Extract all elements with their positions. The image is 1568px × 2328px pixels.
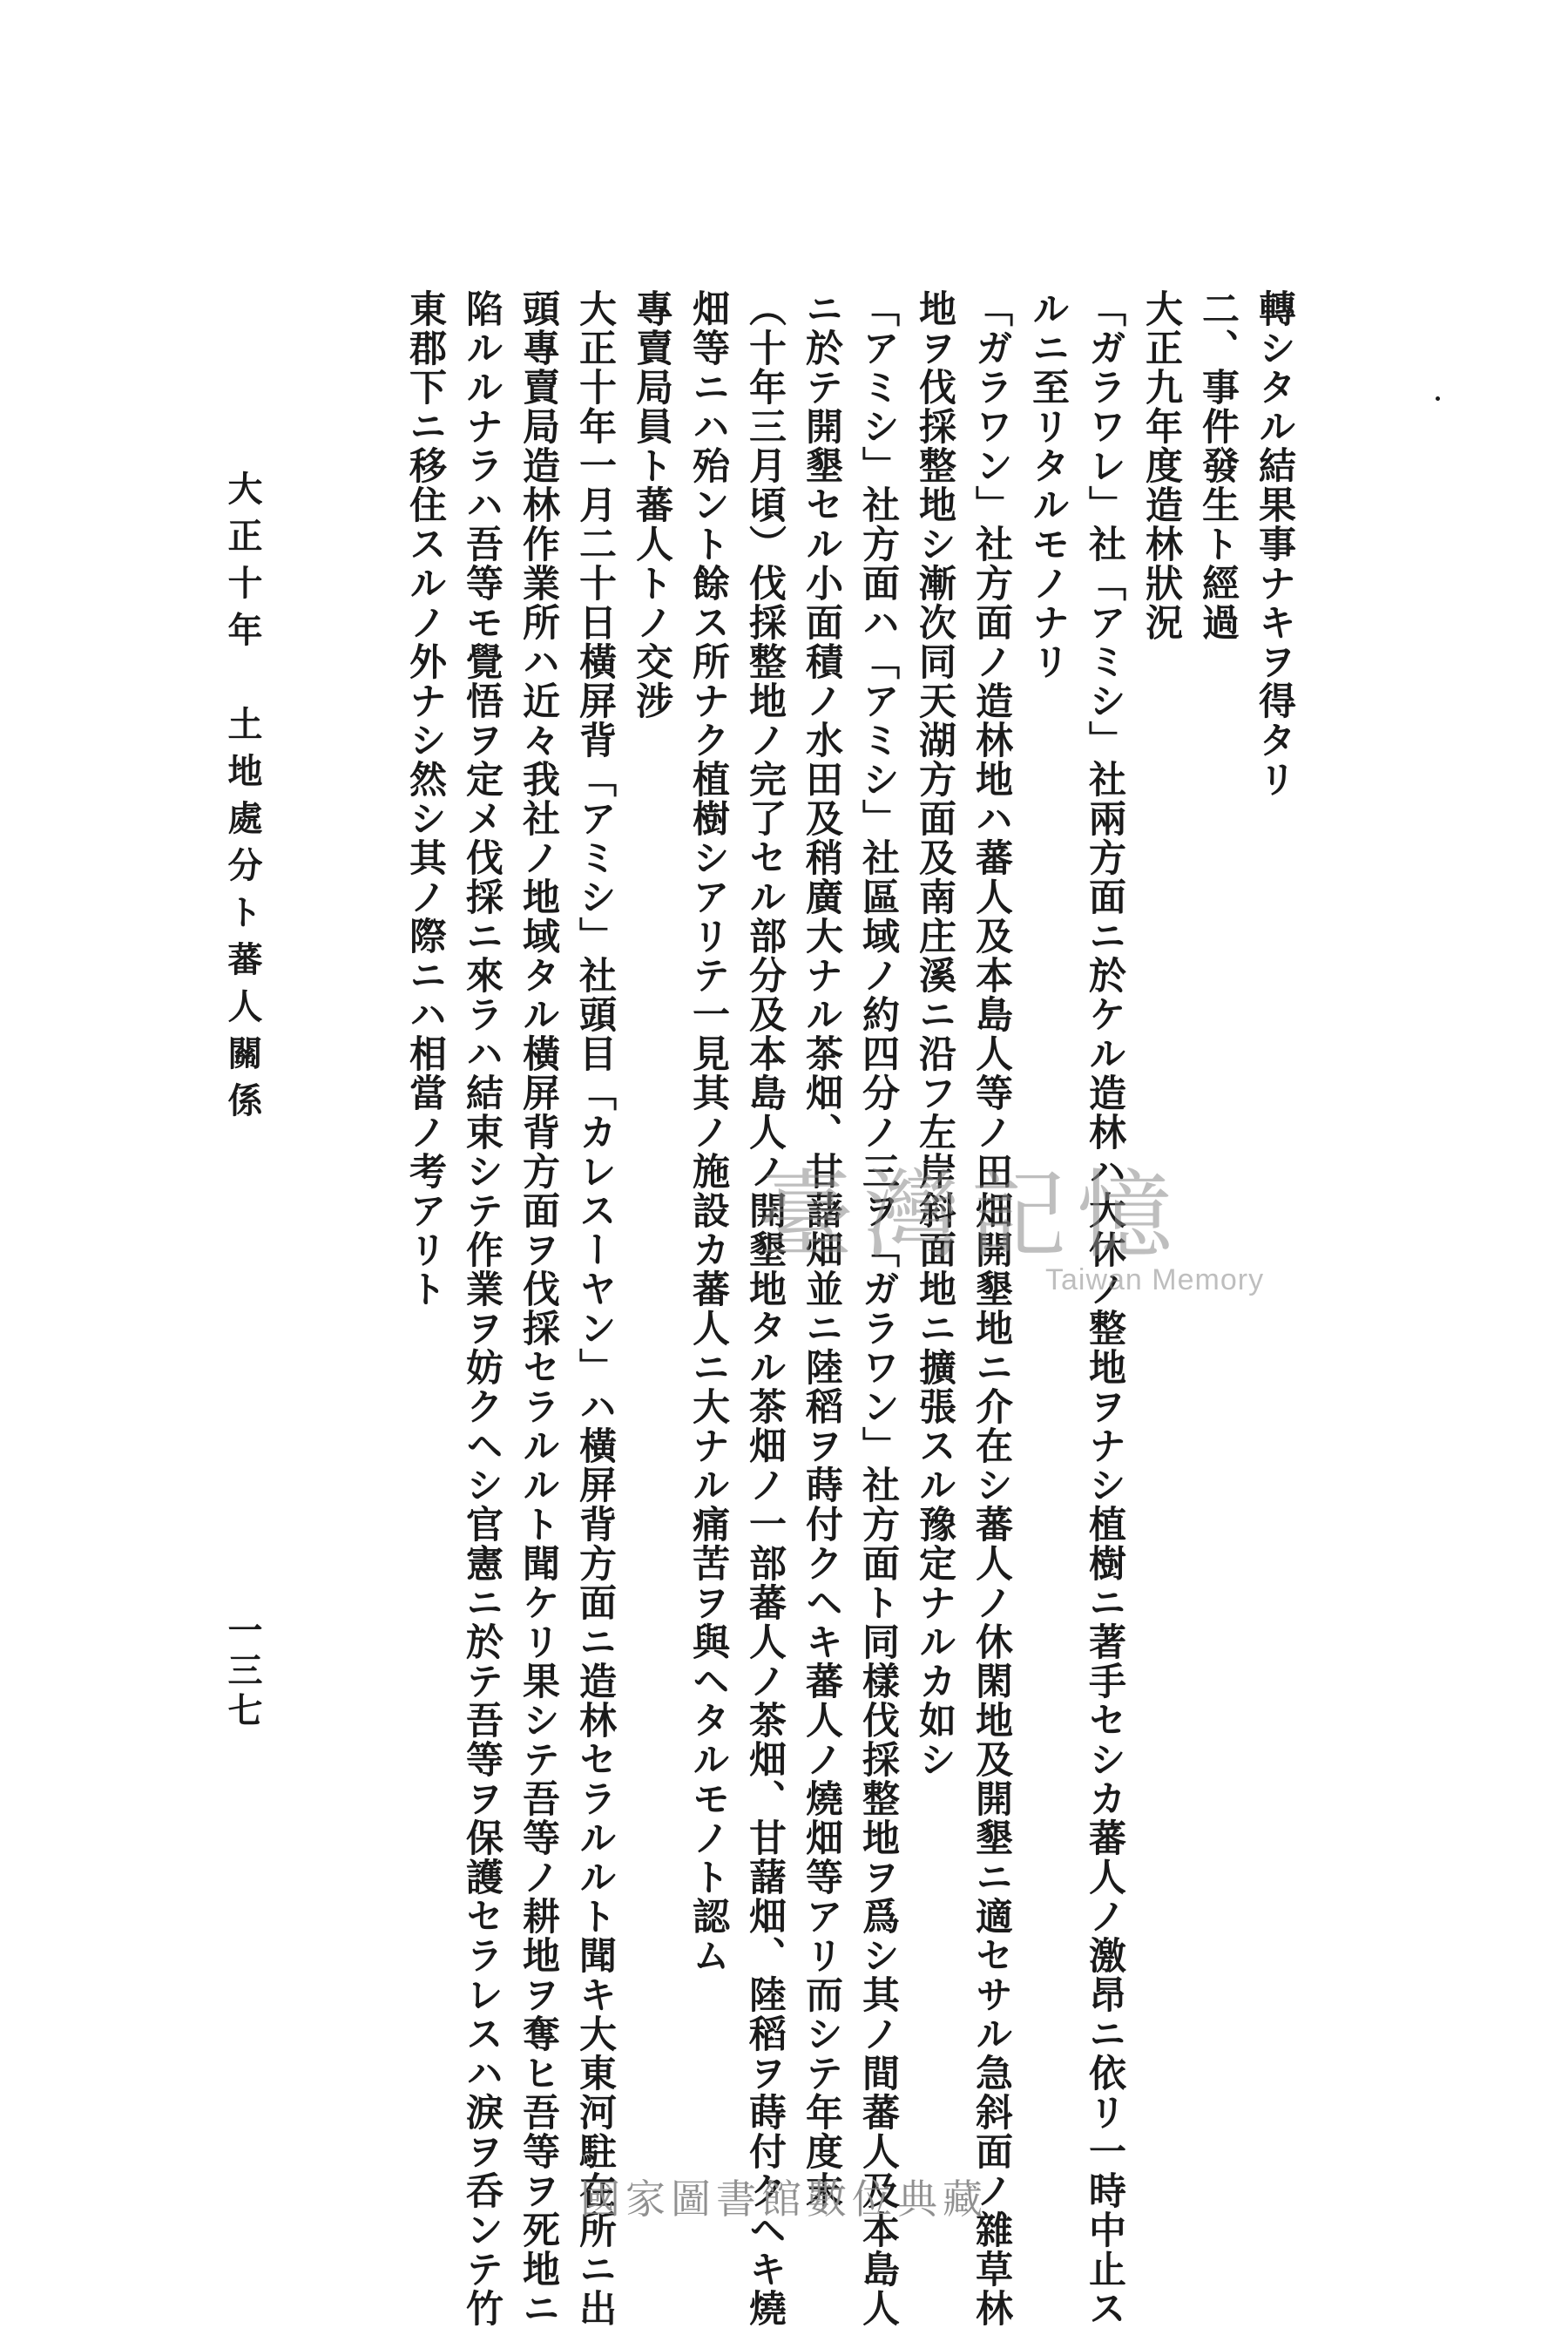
subsection-heading: 大正九年度造林狀況 [1139,289,1183,642]
page-number: 一三七 [222,1612,263,1732]
text-line: 畑等ニハ殆ント餘ス所ナク植樹シアリテ一見其ノ施設カ蕃人ニ大ナル痛苦ヲ與ヘタルモノト認ム [686,289,730,1975]
text-line: 「ガラワレ」社「アミシ」社兩方面ニ於ケル造林ハ大休ノ整地ヲナシ植樹ニ著手セシカ蕃人ノ激昂ニ依リ一時中止ス [1083,289,1126,2328]
text-line: （十年三月頃）伐採整地ノ完了セル部分及本島人ノ開墾地タル茶畑ノ一部蕃人ノ茶畑、甘藷畑、陸稻ヲ蒔付クヘキ燒 [743,289,787,2328]
text-line: ニ於テ開墾セル小面積ノ水田及稍廣大ナル茶畑、甘藷畑並ニ陸稻ヲ蒔付クヘキ蕃人ノ燒畑等アリ而シテ年度末 [800,289,843,2210]
text-line: 「ガラワン」社方面ノ造林地ハ蕃人及本島人等ノ田畑開墾地ニ介在シ蕃人ノ休閑地及開墾ニ適セサル急斜面ノ雜草林 [970,289,1013,2328]
footer-credit: 國家圖書館數位典藏 [580,2176,988,2223]
text-line: 東郡下ニ移住スルノ外ナシ然シ其ノ際ニハ相當ノ考アリト [403,289,447,1309]
text-line: 地ヲ伐採整地シ漸次同天湖方面及南庄溪ニ沿フ左岸斜面地ニ擴張スル豫定ナルカ如シ [913,289,956,1779]
text-line: 轉シタル結果事ナキヲ得タリ [1253,289,1296,799]
text-line: 「アミシ」社方面ハ「アミシ」社區域ノ約四分ノ三ヲ「ガラワン」社方面ト同樣伐採整地ヲ爲シ其ノ間蕃人及本島人 [856,289,900,2328]
text-line: 頭專賣局造林作業所ハ近々我社ノ地域タル橫屏背方面ヲ伐採セラルルト聞ケリ果シテ吾等ノ耕地ヲ奪ヒ吾等ヲ死地ニ [517,289,560,2328]
watermark-chinese: 臺灣記憶 [758,1160,1183,1271]
text-line: 陷ルルナラハ吾等モ覺悟ヲ定メ伐採ニ來ラハ結束シテ作業ヲ妨クヘシ官憲ニ於テ吾等ヲ保護セラレスハ淚ヲ呑ンテ竹 [460,289,504,2328]
subsection-heading: 專賣局員ト蕃人トノ交涉 [630,289,673,721]
text-line: 大正十年一月二十日橫屏背「アミシ」社頭目「カレスーヤン」ハ橫屏背方面ニ造林セラルルト聞キ大東河駐在所ニ出 [573,289,617,2328]
watermark-english: Taiwan Memory [1045,1263,1265,1296]
section-heading: 二、事件發生ト經過 [1196,289,1240,642]
punctuation-dot [1436,396,1440,401]
text-line: ルニ至リタルモノナリ [1026,289,1070,681]
running-title: 大正十年 土地處分ト蕃人關係 [222,470,263,1129]
